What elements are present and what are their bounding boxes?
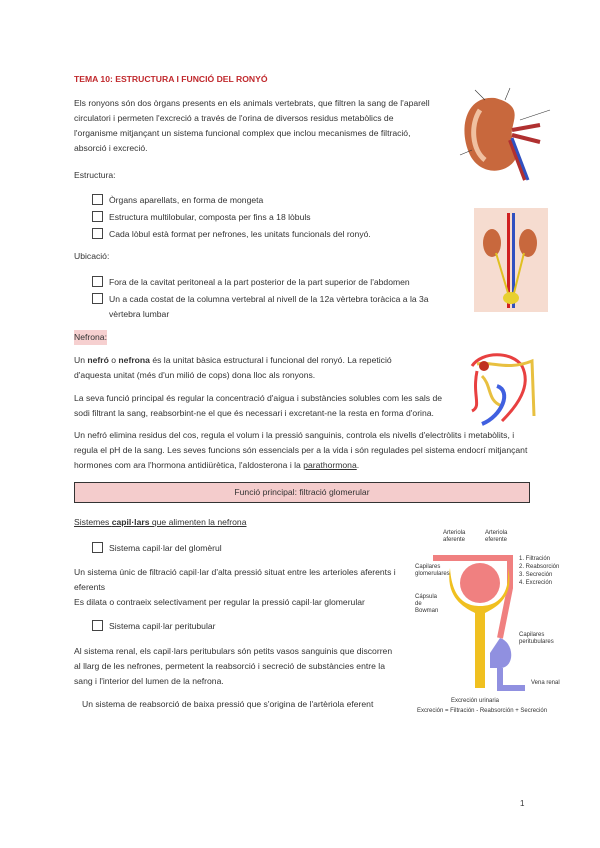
label-excrecion: Excreción urinaria (451, 698, 500, 704)
label-glomerulares: Capilares glomerulares (415, 564, 450, 577)
page-number: 1 (520, 799, 525, 808)
list-item: Sistema capil·lar del glomèrul (92, 541, 530, 556)
checkbox-icon (92, 542, 103, 553)
nefrona-paragraph-3: Un nefró elimina residus del cos, regula el volum i la pressió sanguinis, controla els nivells d'electròlits i metabòlits, i regula el pH de la sang. Les seves funcions són essencials per a la vida i són regulades pel sistema endocrí mitjançant hormones com ara l'hormona antidiürètica, l'aldosterona i la parathormona. (74, 430, 528, 470)
nefrona-paragraph-1: Un nefró o nefrona és la unitat bàsica estructural i funcional del ronyó. La repetició d'aquesta unitat (més d'un milió de cops) dona lloc als ronyons. (74, 355, 392, 380)
peritubular-paragraph-2: Un sistema de reabsorció de baixa pressió que s'origina de l'artèriola eferent (82, 699, 374, 709)
nephron-function-diagram (415, 528, 575, 723)
label-step-3: 3. Secreción (519, 572, 553, 578)
checkbox-icon (92, 211, 103, 222)
checkbox-icon (92, 276, 103, 287)
nefrona-label: Nefrona: (74, 330, 107, 345)
nephron-detail-image (462, 346, 542, 431)
parathormona-link[interactable]: parathormona (303, 460, 357, 470)
estructura-label: Estructura: (74, 170, 116, 180)
checkbox-icon (92, 620, 103, 631)
label-bowman: Cápsula de Bowman (415, 594, 439, 614)
label-peritubulares: Capilares peritubulares (519, 632, 554, 645)
nefrona-paragraph-2: La seva funció principal és regular la concentració d'aigua i substàncies solubles com les sals de sodi filtrant la sang, reabsorbint-ne el que és necessari i excretant-ne la resta en forma d'orina. (74, 393, 443, 418)
intro-paragraph: Els ronyons són dos òrgans presents en els animals vertebrats, que filtren la sang de l'aparell circulatori i permeten l'excreció a través de l'orina de diversos residus metabòlics de l'organisme mitjançant un sistema funcional complex que inclou mecanismes de filtració, absorció i excreció. (74, 98, 430, 153)
label-formula: Excreción = Filtración - Reabsorción + Secreción (417, 708, 548, 714)
list-item: Cada lòbul està format per nefrones, les unitats funcionals del ronyó. (92, 227, 434, 242)
label-step-1: 1. Filtración (519, 556, 551, 562)
ubicacio-list (74, 275, 462, 322)
checkbox-icon (92, 194, 103, 205)
list-item: Fora de la cavitat peritoneal a la part posterior de la part superior de l'abdomen (92, 275, 462, 290)
estructura-list (74, 193, 434, 242)
checkbox-icon (92, 293, 103, 304)
checkbox-icon (92, 228, 103, 239)
kidney-location-image (474, 208, 548, 312)
list-item: Sistema capil·lar peritubular (92, 619, 530, 634)
funcio-principal-box: Funció principal: filtració glomerular (74, 482, 530, 503)
label-vena-renal: Vena renal (531, 680, 560, 686)
peritubular-paragraph-1: Al sistema renal, els capil·lars peritubulars són petits vasos sanguinis que discorren al llarg de les nefrones, permetent la reabsorció i secreció de substàncies entre la sang i l'interior del lumen de la nefrona. (74, 646, 393, 686)
list-item: Òrgans aparellats, en forma de mongeta (92, 193, 434, 208)
nephron-diagram-drawing (415, 528, 575, 723)
label-step-4: 4. Excreción (519, 580, 553, 586)
label-aferente: Arteriola aferente (443, 530, 466, 543)
ubicacio-label: Ubicació: (74, 251, 110, 261)
label-eferente: Arteriola eferente (485, 530, 508, 543)
label-step-2: 2. Reabsorción (519, 564, 560, 570)
sistemes-heading: Sistemes capil·lars que alimenten la nefrona (74, 517, 247, 527)
kidney-section-image (450, 80, 575, 190)
page-title: TEMA 10: ESTRUCTURA I FUNCIÓ DEL RONYÓ (74, 74, 268, 84)
list-item: Estructura multilobular, composta per fins a 18 lòbuls (92, 210, 434, 225)
glomerul-paragraph-1: Un sistema únic de filtració capil·lar d'alta pressió situat entre les arterioles aferents i eferents (74, 567, 396, 592)
glomerul-paragraph-2: Es dilata o contraeix selectivament per regular la pressió capil·lar glomerular (74, 597, 365, 607)
list-item: Un a cada costat de la columna vertebral al nivell de la 12a vèrtebra toràcica a la 3a vèrtebra lumbar (92, 292, 462, 322)
